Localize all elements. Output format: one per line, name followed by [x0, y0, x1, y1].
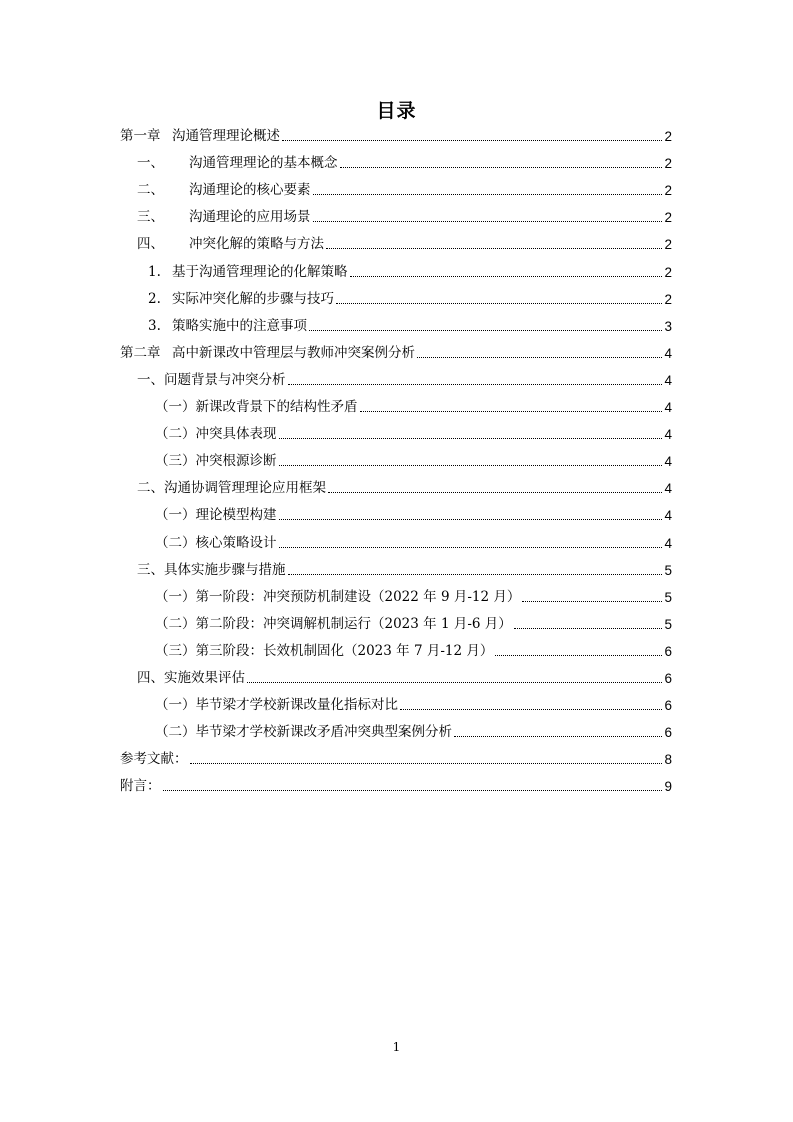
toc-entry-label: （二）核心策略设计 — [155, 534, 277, 551]
toc-entry-page: 5 — [664, 589, 672, 605]
toc-entry[interactable] — [120, 768, 672, 795]
toc-entry-page: 2 — [664, 156, 672, 172]
dot-leader — [328, 492, 662, 493]
toc-entry-page: 9 — [664, 779, 672, 795]
toc-entry-label: 附言： — [120, 778, 161, 795]
toc-entry-prefix: 3. — [148, 317, 161, 334]
toc-entry-prefix: 四、 — [137, 236, 164, 253]
dot-leader — [417, 357, 662, 358]
toc-entry-label — [148, 264, 348, 281]
toc-entry-page: 5 — [664, 616, 672, 632]
toc-entry-text: 实际冲突化解的步骤与技巧 — [172, 290, 334, 307]
toc-entry[interactable] — [120, 579, 672, 606]
toc-entry-label: （一）理论模型构建 — [155, 507, 277, 524]
dot-leader — [288, 574, 663, 575]
toc-entry-page: 4 — [664, 427, 672, 443]
toc-entry-page: 6 — [664, 670, 672, 686]
toc-entry-page: 8 — [664, 752, 672, 768]
dot-leader — [279, 519, 663, 520]
toc-entry-page: 4 — [664, 345, 672, 361]
dot-leader — [360, 411, 663, 412]
toc-entry-page: 4 — [664, 535, 672, 551]
toc-entry-text: 沟通理论的应用场景 — [189, 209, 311, 226]
toc-entry-prefix: 二、 — [137, 182, 164, 199]
toc-entry-page: 4 — [664, 400, 672, 416]
toc-entry-text: 沟通管理理论的基本概念 — [189, 155, 338, 172]
toc-entry-page: 4 — [664, 481, 672, 497]
dot-leader — [454, 736, 662, 737]
toc-entry-label: （一）新课改背景下的结构性矛盾 — [155, 399, 358, 416]
toc-entry-prefix: 一、 — [137, 155, 164, 172]
dot-leader — [279, 438, 663, 439]
toc-entry[interactable] — [120, 308, 672, 335]
toc-entry-label — [137, 236, 324, 253]
toc-entry-page: 3 — [664, 318, 672, 334]
toc-entry[interactable] — [120, 633, 672, 660]
toc-entry-prefix: 三、 — [137, 209, 164, 226]
toc-entry[interactable] — [120, 443, 672, 470]
toc-entry-label — [137, 155, 338, 172]
dot-leader — [247, 682, 662, 683]
dot-leader — [340, 167, 663, 168]
toc-entry[interactable] — [120, 172, 672, 199]
toc-entry-label: （一）毕节梁才学校新课改量化指标对比 — [155, 697, 398, 714]
toc-entry-label: （二）冲突具体表现 — [155, 426, 277, 443]
toc-entry-label: 一、问题背景与冲突分析 — [137, 371, 286, 388]
toc-entry-label — [137, 209, 311, 226]
dot-leader — [326, 248, 662, 249]
toc-entry-page: 2 — [664, 210, 672, 226]
toc-entry-page: 2 — [664, 237, 672, 253]
toc-entry-prefix: 第二章 — [120, 344, 161, 361]
dot-leader — [279, 547, 663, 548]
toc-entry-page: 6 — [664, 643, 672, 659]
toc-entry-label: （三）第三阶段：长效机制固化（2023 年 7 月-12 月） — [155, 642, 494, 659]
toc-entry-label: 四、实施效果评估 — [137, 669, 245, 686]
toc-entry[interactable] — [120, 660, 672, 687]
toc-entry-label — [137, 182, 311, 199]
toc-entry-label: （一）第一阶段：冲突预防机制建设（2022 年 9 月-12 月） — [155, 588, 521, 605]
toc-entry[interactable] — [120, 226, 672, 253]
dot-leader — [282, 140, 662, 141]
toc-entry[interactable] — [120, 606, 672, 633]
toc-entry-label — [148, 291, 334, 308]
dot-leader — [514, 628, 663, 629]
toc-entry-page: 2 — [664, 264, 672, 280]
toc-entry-text: 策略实施中的注意事项 — [172, 317, 307, 334]
toc-entry[interactable] — [120, 335, 672, 362]
dot-leader — [313, 221, 663, 222]
page-number: 1 — [392, 1040, 401, 1054]
dot-leader — [190, 763, 663, 764]
dot-leader — [522, 601, 662, 602]
toc-entry-page: 2 — [664, 183, 672, 199]
toc-entry-prefix: 2. — [148, 290, 161, 307]
toc-entry-text: 沟通理论的核心要素 — [189, 182, 311, 199]
toc-entry-text: 高中新课改中管理层与教师冲突案例分析 — [172, 344, 415, 361]
toc-entry-page: 6 — [664, 725, 672, 741]
toc-entry-page: 6 — [664, 698, 672, 714]
toc-entry-label: （三）冲突根源诊断 — [155, 453, 277, 470]
toc-entry-label: 三、具体实施步骤与措施 — [137, 561, 286, 578]
toc-entry-page: 4 — [664, 372, 672, 388]
dot-leader — [163, 790, 663, 791]
dot-leader — [336, 303, 662, 304]
dot-leader — [309, 330, 662, 331]
toc-entry[interactable] — [120, 470, 672, 497]
dot-leader — [350, 276, 663, 277]
toc-entry[interactable] — [120, 389, 672, 416]
toc-entry-label: （二）第二阶段：冲突调解机制运行（2023 年 1 月-6 月） — [155, 615, 512, 632]
toc-entry-page: 5 — [664, 562, 672, 578]
page-title: 目录 — [376, 100, 417, 122]
toc-entry[interactable] — [120, 362, 672, 389]
toc-entry[interactable] — [120, 253, 672, 280]
toc-entry[interactable] — [120, 281, 672, 308]
toc-entry[interactable] — [120, 741, 672, 768]
toc-entry-page: 2 — [664, 129, 672, 145]
dot-leader — [400, 709, 662, 710]
toc-entry-page: 4 — [664, 454, 672, 470]
toc-entry[interactable] — [120, 199, 672, 226]
toc-entry-text: 冲突化解的策略与方法 — [189, 236, 324, 253]
toc-entry-label — [120, 128, 280, 145]
toc-entry[interactable] — [120, 416, 672, 443]
toc-entry[interactable] — [120, 714, 672, 741]
dot-leader — [495, 655, 662, 656]
toc-entry[interactable] — [120, 497, 672, 524]
toc-entry-prefix: 1. — [148, 263, 161, 280]
toc-entry-label: 参考文献： — [120, 751, 188, 768]
toc-entry-prefix: 第一章 — [120, 128, 161, 145]
dot-leader — [288, 384, 663, 385]
toc-entry[interactable] — [120, 145, 672, 172]
toc-entry-page: 4 — [664, 508, 672, 524]
toc-entry-label: 二、沟通协调管理理论应用框架 — [137, 480, 326, 497]
toc-entry-text: 沟通管理理论概述 — [172, 128, 280, 145]
toc-entry-text: 基于沟通管理理论的化解策略 — [172, 263, 348, 280]
table-of-contents — [120, 118, 672, 795]
toc-entry[interactable] — [120, 524, 672, 551]
dot-leader — [279, 465, 663, 466]
dot-leader — [313, 194, 663, 195]
toc-entry[interactable] — [120, 687, 672, 714]
toc-entry[interactable] — [120, 118, 672, 145]
toc-entry-label — [148, 318, 307, 335]
toc-entry-label: （二）毕节梁才学校新课改矛盾冲突典型案例分析 — [155, 724, 452, 741]
toc-entry-label — [120, 345, 415, 362]
toc-entry-page: 2 — [664, 291, 672, 307]
toc-entry[interactable] — [120, 552, 672, 579]
